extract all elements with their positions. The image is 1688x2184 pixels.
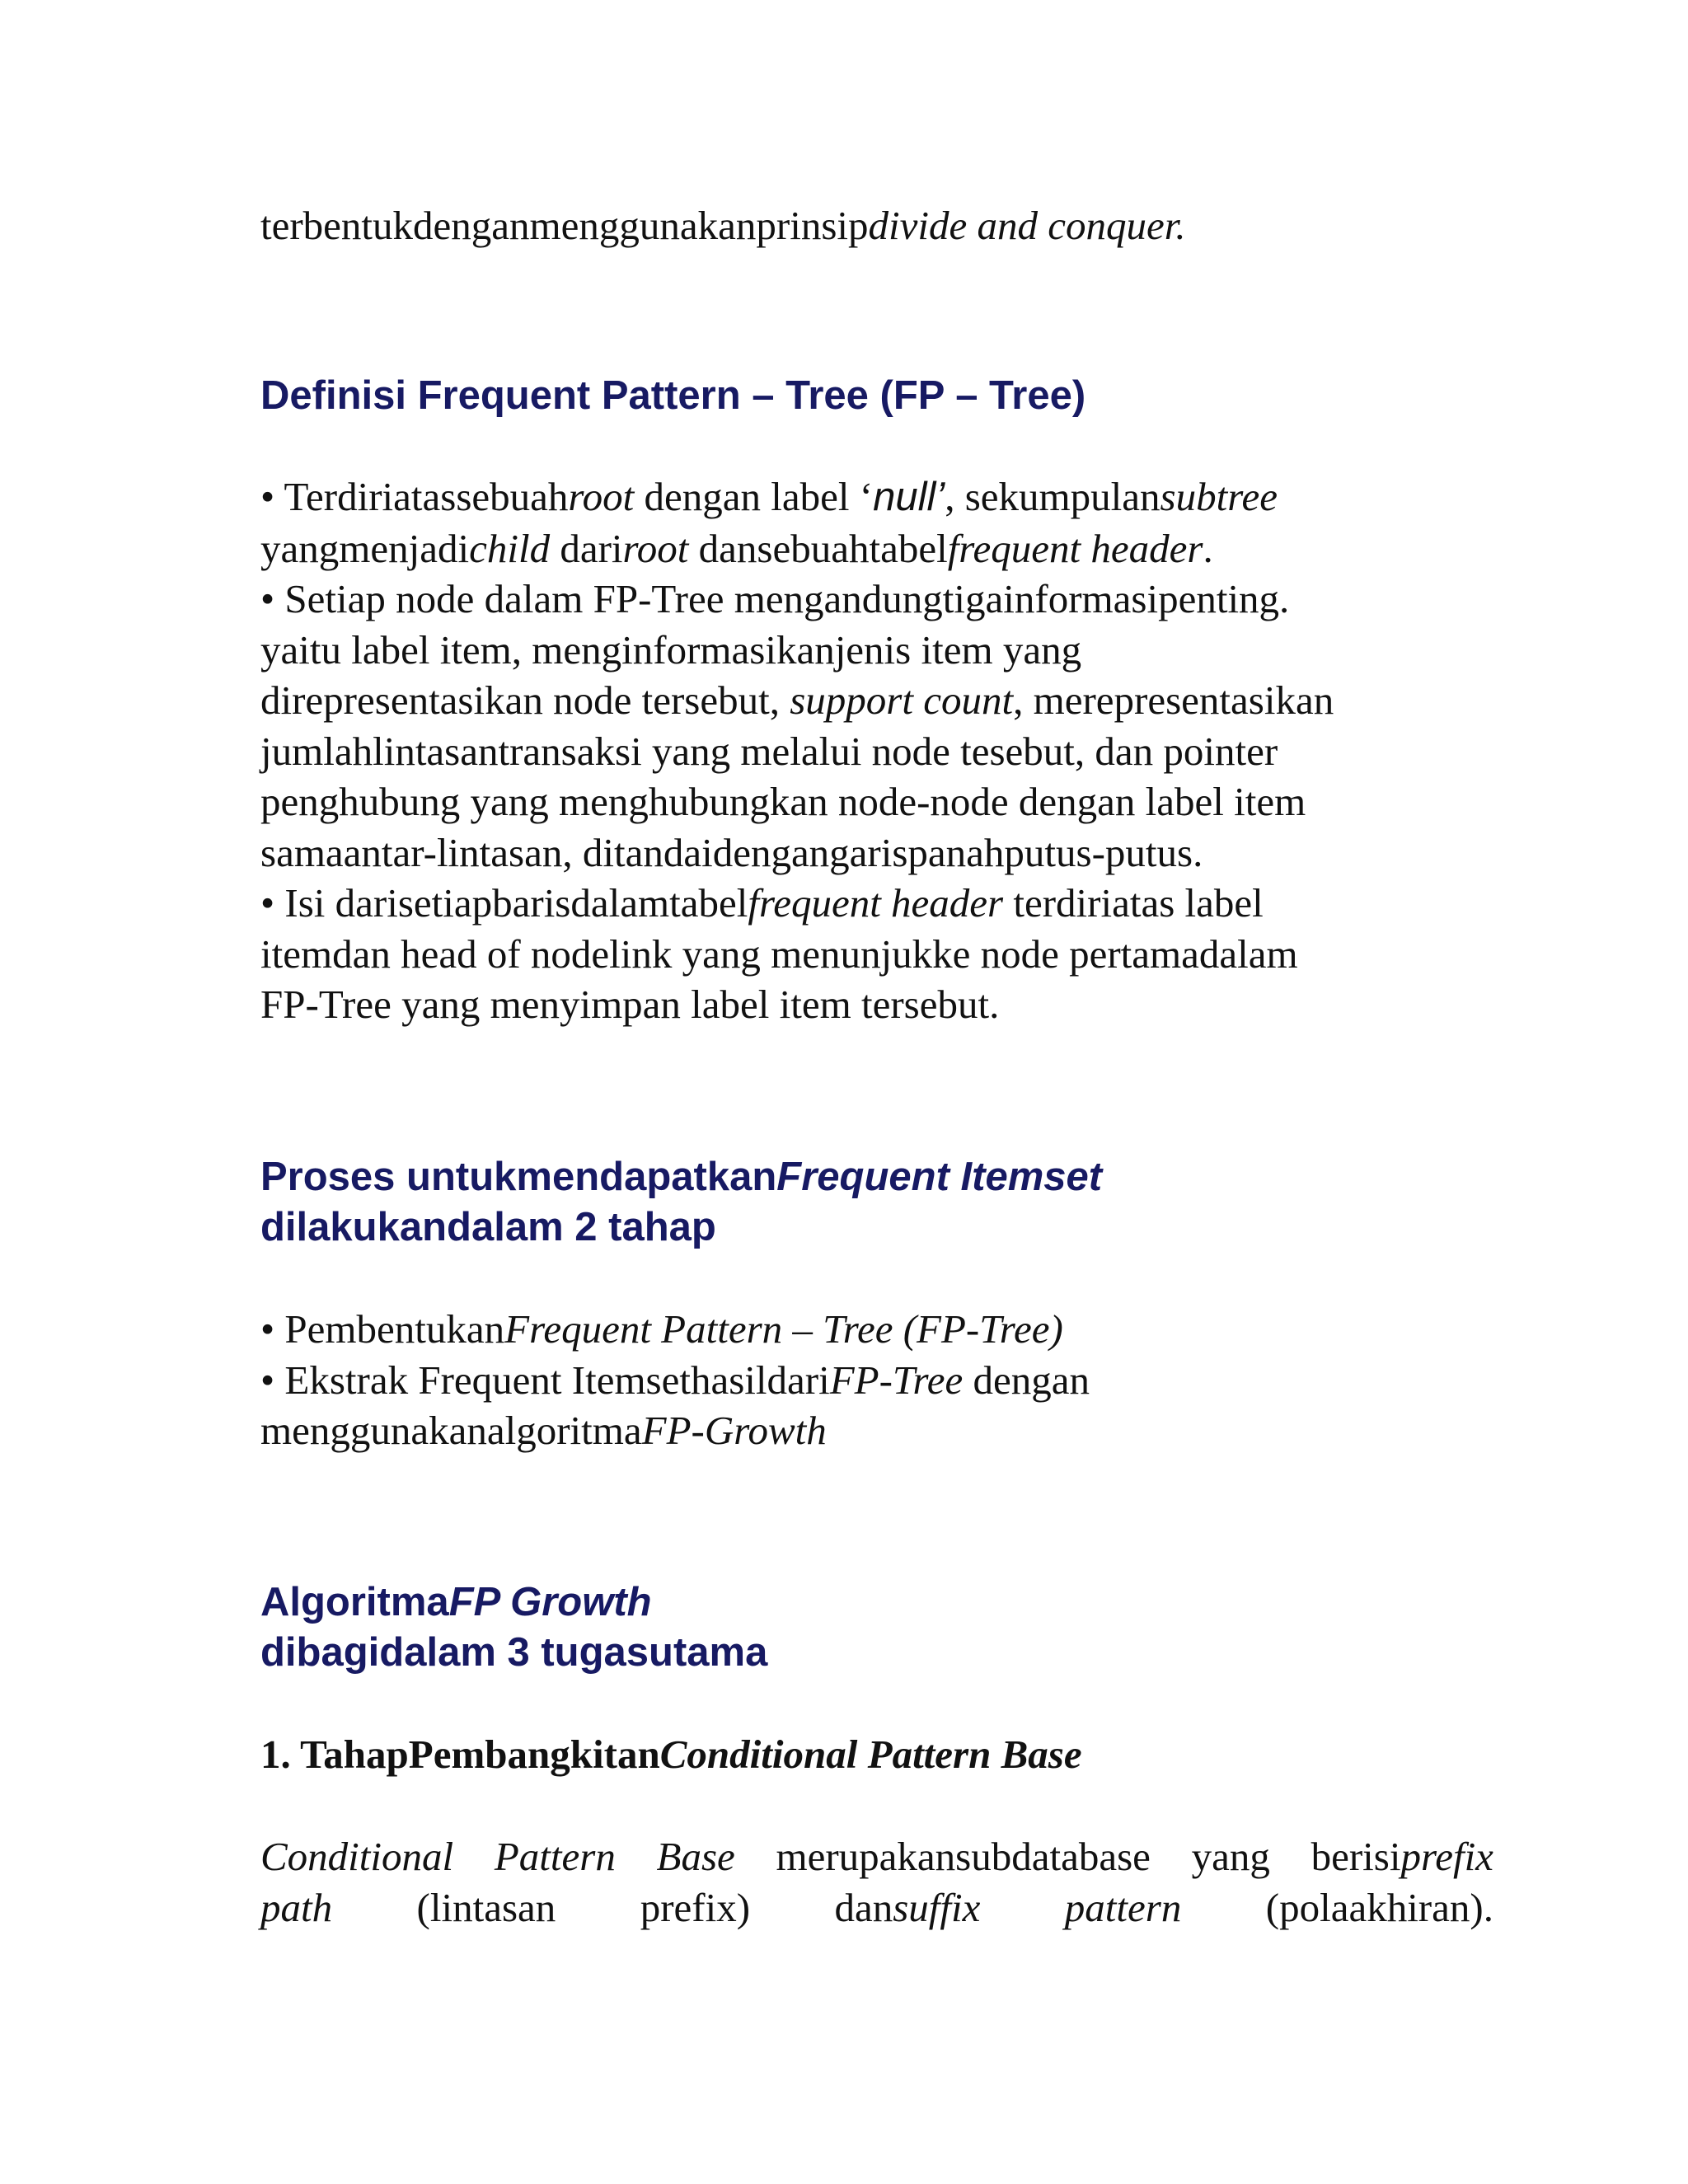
bullet-marker: • (260, 474, 275, 519)
text-run: dan (834, 1884, 893, 1930)
text-run: berisi (1311, 1834, 1401, 1879)
bullet-3-line-1 (260, 878, 1334, 929)
emphasis-run: prefix (1400, 1834, 1493, 1879)
text-run: . (1203, 525, 1213, 571)
bullet-2-line-5: penghubung yang menghubungkan node-node dengan label item (260, 779, 1306, 824)
document-page (260, 0, 1493, 2184)
emphasis-run: root (622, 525, 689, 571)
section-definisi-heading: Definisi Frequent Pattern – Tree (FP – Tree) (260, 373, 1086, 418)
paragraph-line-1 (260, 1831, 1493, 1882)
text-run: – (782, 1306, 823, 1352)
heading-line: dilakukandalam 2 tahap (260, 1205, 716, 1249)
word: merupakansubdatabase (776, 1834, 1151, 1879)
text-run: Ekstrak Frequent Itemsethasildari (274, 1357, 830, 1403)
emphasis-run: Frequent Pattern (504, 1306, 783, 1352)
bullet-marker: • (260, 880, 275, 926)
text-run: Isi darisetiapbarisdalamtabel (274, 880, 748, 926)
emphasis-run: FP-Growth (641, 1408, 827, 1453)
bullet-2-line-3 (260, 675, 1334, 726)
text-run: Algoritma (260, 1580, 449, 1624)
proses-bullet-2-line-1 (260, 1355, 1090, 1406)
null-label: null’ (873, 475, 945, 519)
text-run: Proses untukmendapatkan (260, 1155, 777, 1199)
section-algoritma-heading (260, 1577, 767, 1678)
emphasis-run: Conditional Pattern Base (659, 1732, 1082, 1777)
bullet-1-line-1 (260, 471, 1334, 523)
paragraph-line-2 (260, 1882, 1493, 1933)
bullet-marker: • (260, 1357, 275, 1403)
text-run: dengan label ‘ (634, 474, 874, 519)
word: Pattern (494, 1834, 616, 1879)
text-run: Pembentukan (274, 1306, 505, 1352)
word: pattern (1064, 1884, 1182, 1930)
text-run: Terdiriatassebuah (274, 474, 569, 519)
word: path (260, 1884, 333, 1930)
text-run: 1. TahapPembangkitan (260, 1732, 660, 1777)
word: Base (656, 1834, 735, 1879)
text-run: Setiap node dalam FP-Tree mengandungtigainformasipenting. (274, 576, 1290, 621)
proses-bullet-1 (260, 1304, 1090, 1355)
bullet-2-line-6: samaantar-lintasan, ditandaidengangarispanahputus-putus. (260, 829, 1203, 875)
word: Conditional (260, 1834, 454, 1879)
emphasis-run: support count (790, 677, 1014, 723)
text-run: direpresentasikan node tersebut, (260, 677, 790, 723)
heading-line (260, 1577, 767, 1628)
emphasis-run: subtree (1160, 474, 1278, 519)
emphasis-run: frequent header (748, 880, 1004, 926)
text-run: , merepresentasikan (1013, 677, 1334, 723)
section-proses-heading (260, 1152, 1102, 1253)
emphasis-run: suffix (893, 1884, 981, 1930)
intro-text: terbentukdenganmenggunakanprinsip (260, 203, 869, 248)
bullet-marker: • (260, 1306, 275, 1352)
emphasis-run: Tree (FP-Tree) (823, 1306, 1063, 1352)
section-proses-body (260, 1304, 1090, 1456)
bullet-3-line-3: FP-Tree yang menyimpan label item tersebut. (260, 982, 1000, 1027)
word: (polaakhiran). (1265, 1884, 1493, 1930)
bullet-1-line-2 (260, 523, 1334, 574)
bullet-2-line-4: jumlahlintasantransaksi yang melalui node tesebut, dan pointer (260, 728, 1278, 774)
word: prefix) (640, 1884, 751, 1930)
text-run: , sekumpulan (945, 474, 1160, 519)
emphasis-run: Frequent Itemset (776, 1155, 1103, 1199)
bullet-marker: • (260, 576, 275, 621)
text-run: dengan (963, 1357, 1090, 1403)
intro-line (260, 200, 1186, 251)
bullet-2-line-2: yaitu label item, menginformasikanjenis item yang (260, 626, 1082, 673)
emphasis-run: frequent header (947, 525, 1203, 571)
word: (lintasan (416, 1884, 556, 1930)
heading-line: dibagidalam 3 tugasutama (260, 1630, 768, 1675)
text-run: yangmenjadi (260, 525, 470, 571)
word: yang (1191, 1834, 1270, 1879)
text-run: dansebuahtabel (688, 525, 948, 571)
heading-line (260, 1152, 1102, 1202)
bullet-2-line-1 (260, 574, 1334, 625)
intro-emphasis: divide and conquer. (868, 203, 1186, 248)
emphasis-run: child (469, 525, 551, 571)
conditional-pattern-paragraph (260, 1831, 1493, 1933)
bullet-3-line-2: itemdan head of nodelink yang menunjukke node pertamadalam (260, 930, 1298, 977)
word (834, 1882, 980, 1933)
text-run: menggunakanalgoritma (260, 1408, 642, 1453)
text-run: terdiriatas label (1003, 880, 1264, 926)
text-run: dari (550, 525, 623, 571)
emphasis-run: FP Growth (448, 1580, 652, 1624)
section-definisi-body (260, 471, 1334, 1030)
emphasis-run: root (568, 474, 635, 519)
proses-bullet-2-line-2 (260, 1405, 1090, 1456)
step-1-heading (260, 1729, 1082, 1779)
emphasis-run: FP-Tree (829, 1357, 964, 1403)
word (1311, 1831, 1493, 1882)
